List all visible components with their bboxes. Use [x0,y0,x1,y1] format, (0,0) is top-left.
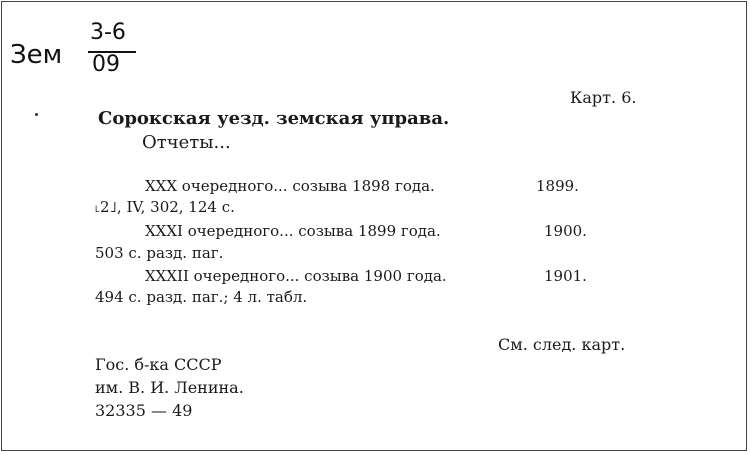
see-next-card: См. след. карт. [498,335,626,354]
entry-1-details: ˪2˩, IV, 302, 124 с. [95,198,235,216]
margin-dot [35,113,38,116]
handwritten-top: 3-6 [90,20,126,45]
handwritten-prefix: Зем [10,40,63,70]
library-line-1: Гос. б-ка СССР [95,355,222,374]
handwritten-bottom: 09 [92,52,120,77]
entry-1-title: XXX очередного... созыва 1898 года. [145,177,435,195]
heading: Сорокская уезд. земская управа. [98,108,450,129]
card-number: Карт. 6. [570,88,637,107]
entry-2-title: XXXI очередного... созыва 1899 года. [145,222,441,240]
entry-2-year: 1900. [544,222,587,240]
entry-3-details: 494 с. разд. паг.; 4 л. табл. [95,288,308,306]
subheading: Отчеты... [142,132,231,153]
library-line-2: им. В. И. Ленина. [95,378,244,397]
entry-2-details: 503 с. разд. паг. [95,244,224,262]
catalog-card [1,1,747,451]
entry-1-year: 1899. [536,177,579,195]
library-line-3: 32335 — 49 [95,401,193,420]
entry-3-year: 1901. [544,267,587,285]
entry-3-title: XXXII очередного... созыва 1900 года. [145,267,447,285]
